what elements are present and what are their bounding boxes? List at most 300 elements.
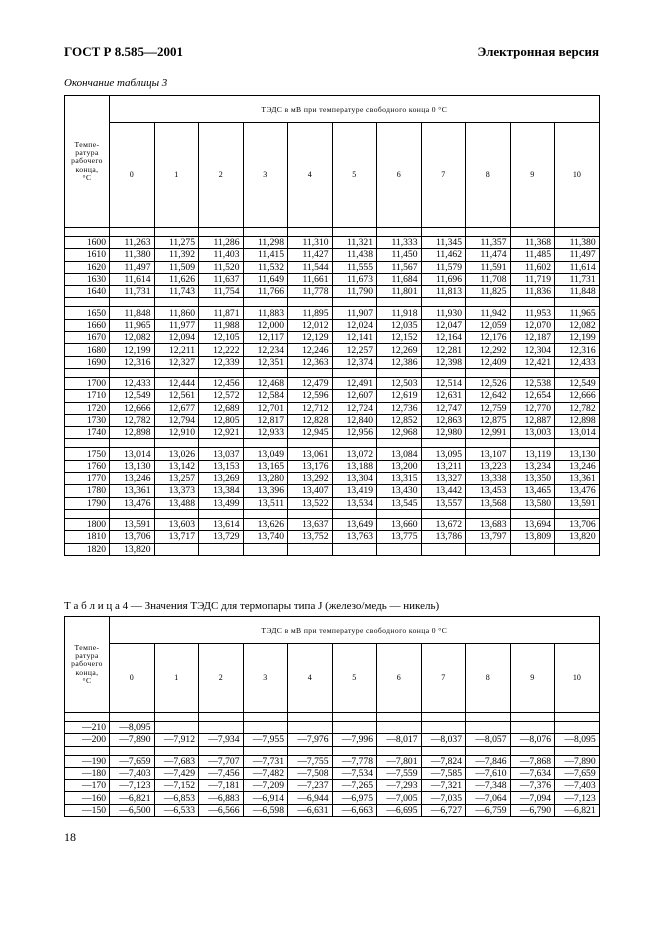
column-header: 6 xyxy=(377,644,422,713)
table-row xyxy=(65,804,600,816)
value-cell: 12,176 xyxy=(466,332,511,344)
spacer-cell xyxy=(377,509,422,518)
value-cell xyxy=(510,543,555,555)
value-cell: 12,024 xyxy=(332,319,377,331)
column-header-row xyxy=(65,123,600,228)
spacer-cell xyxy=(288,368,333,377)
value-cell: —7,321 xyxy=(421,780,466,792)
value-cell: —7,996 xyxy=(332,734,377,746)
spacer-cell xyxy=(555,228,600,237)
value-cell: —7,293 xyxy=(377,780,422,792)
value-cell: 12,968 xyxy=(377,427,422,439)
value-cell: —6,790 xyxy=(510,804,555,816)
span-header: ТЭДС в мВ при температуре свободного конца 0 °С xyxy=(110,96,600,123)
value-cell: 12,000 xyxy=(243,319,288,331)
temperature-cell: 1630 xyxy=(65,273,110,285)
spacer-cell xyxy=(199,298,244,307)
value-cell: —7,508 xyxy=(288,767,333,779)
temperature-cell: 1730 xyxy=(65,414,110,426)
value-cell: —7,403 xyxy=(555,780,600,792)
spacer-cell xyxy=(510,298,555,307)
group-spacer xyxy=(65,713,600,722)
value-cell: —6,566 xyxy=(199,804,244,816)
value-cell: 13,304 xyxy=(332,473,377,485)
spacer-cell xyxy=(199,228,244,237)
column-header: 8 xyxy=(466,644,511,713)
value-cell: —6,821 xyxy=(555,804,600,816)
value-cell: 12,956 xyxy=(332,427,377,439)
value-cell xyxy=(555,722,600,734)
spacer-cell xyxy=(65,713,110,722)
value-cell: 11,403 xyxy=(199,249,244,261)
value-cell: 12,666 xyxy=(110,402,155,414)
column-header: 8 xyxy=(466,123,511,228)
table4 xyxy=(64,616,600,817)
table4-title: Т а б л и ц а 4 — Значения ТЭДС для термопары типа J (железо/медь — никель) xyxy=(64,600,440,612)
value-cell: 12,316 xyxy=(555,344,600,356)
value-cell: 13,176 xyxy=(288,460,333,472)
table-row xyxy=(65,332,600,344)
value-cell: 12,363 xyxy=(288,356,333,368)
value-cell: 12,759 xyxy=(466,402,511,414)
value-cell: —7,005 xyxy=(377,792,422,804)
value-cell: —7,585 xyxy=(421,767,466,779)
value-cell: —8,037 xyxy=(421,734,466,746)
value-cell: 12,187 xyxy=(510,332,555,344)
temperature-cell: 1620 xyxy=(65,261,110,273)
value-cell: 11,520 xyxy=(199,261,244,273)
value-cell: 11,380 xyxy=(555,237,600,249)
value-cell: 12,689 xyxy=(199,402,244,414)
value-cell: 13,614 xyxy=(199,518,244,530)
value-cell: 11,450 xyxy=(377,249,422,261)
spacer-cell xyxy=(288,298,333,307)
temperature-cell: 1780 xyxy=(65,485,110,497)
spacer-cell xyxy=(466,228,511,237)
temperature-cell: 1600 xyxy=(65,237,110,249)
value-cell: —7,534 xyxy=(332,767,377,779)
value-cell xyxy=(466,543,511,555)
value-cell: —6,663 xyxy=(332,804,377,816)
value-cell: 11,731 xyxy=(555,273,600,285)
row-header-line: рабочего xyxy=(71,156,103,166)
spacer-cell xyxy=(65,228,110,237)
span-header-row xyxy=(65,617,600,644)
value-cell: 13,407 xyxy=(288,485,333,497)
spacer-cell xyxy=(288,439,333,448)
table-row xyxy=(65,249,600,261)
spacer-cell xyxy=(332,713,377,722)
spacer-cell xyxy=(510,746,555,755)
spacer-cell xyxy=(199,509,244,518)
value-cell xyxy=(332,722,377,734)
value-cell xyxy=(332,543,377,555)
value-cell: 11,813 xyxy=(421,286,466,298)
value-cell: 12,538 xyxy=(510,377,555,389)
value-cell xyxy=(199,543,244,555)
value-cell: 11,673 xyxy=(332,273,377,285)
column-header: 0 xyxy=(110,123,155,228)
spacer-cell xyxy=(466,713,511,722)
value-cell: —7,376 xyxy=(510,780,555,792)
table-row xyxy=(65,543,600,555)
value-cell: 12,433 xyxy=(110,377,155,389)
temperature-cell: 1670 xyxy=(65,332,110,344)
value-cell: 12,607 xyxy=(332,390,377,402)
spacer-cell xyxy=(332,368,377,377)
value-cell: 12,526 xyxy=(466,377,511,389)
value-cell: —6,500 xyxy=(110,804,155,816)
value-cell: —7,683 xyxy=(154,755,199,767)
value-cell: 13,327 xyxy=(421,473,466,485)
value-cell: 11,790 xyxy=(332,286,377,298)
value-cell: 12,584 xyxy=(243,390,288,402)
value-cell: 13,499 xyxy=(199,497,244,509)
value-cell: 12,736 xyxy=(377,402,422,414)
spacer-cell xyxy=(110,509,155,518)
value-cell: —7,265 xyxy=(332,780,377,792)
value-cell: 13,200 xyxy=(377,460,422,472)
corner-cell xyxy=(65,617,110,713)
value-cell: 11,684 xyxy=(377,273,422,285)
column-header: 10 xyxy=(555,644,600,713)
spacer-cell xyxy=(377,439,422,448)
table-row xyxy=(65,402,600,414)
value-cell: 11,579 xyxy=(421,261,466,273)
value-cell: 11,544 xyxy=(288,261,333,273)
value-cell: 12,456 xyxy=(199,377,244,389)
spacer-cell xyxy=(199,746,244,755)
row-header-line: °С xyxy=(82,676,92,686)
value-cell: 11,719 xyxy=(510,273,555,285)
row-header-line: °С xyxy=(82,173,92,183)
value-cell: —7,659 xyxy=(110,755,155,767)
table-row xyxy=(65,780,600,792)
temperature-cell: —210 xyxy=(65,722,110,734)
value-cell: 12,398 xyxy=(421,356,466,368)
spacer-cell xyxy=(154,439,199,448)
value-cell: 13,026 xyxy=(154,448,199,460)
value-cell: 13,568 xyxy=(466,497,511,509)
table-row xyxy=(65,273,600,285)
spacer-cell xyxy=(377,746,422,755)
value-cell xyxy=(421,543,466,555)
value-cell: —7,890 xyxy=(110,734,155,746)
value-cell: —7,209 xyxy=(243,780,288,792)
value-cell: 12,875 xyxy=(466,414,511,426)
spacer-cell xyxy=(154,509,199,518)
value-cell: —8,057 xyxy=(466,734,511,746)
column-header: 4 xyxy=(288,644,333,713)
value-cell: 11,286 xyxy=(199,237,244,249)
value-cell: 11,474 xyxy=(466,249,511,261)
spacer-cell xyxy=(466,746,511,755)
column-header: 5 xyxy=(332,123,377,228)
value-cell: 13,683 xyxy=(466,518,511,530)
table-row xyxy=(65,307,600,319)
spacer-cell xyxy=(555,746,600,755)
value-cell: 13,797 xyxy=(466,531,511,543)
table-row xyxy=(65,518,600,530)
value-cell: 13,350 xyxy=(510,473,555,485)
table-row xyxy=(65,377,600,389)
value-cell: 11,333 xyxy=(377,237,422,249)
value-cell: 11,988 xyxy=(199,319,244,331)
value-cell: —6,598 xyxy=(243,804,288,816)
value-cell: 12,921 xyxy=(199,427,244,439)
value-cell: 11,345 xyxy=(421,237,466,249)
value-cell: 13,430 xyxy=(377,485,422,497)
table3 xyxy=(64,95,600,556)
row-header-line: ратура xyxy=(75,147,99,157)
value-cell: 13,153 xyxy=(199,460,244,472)
value-cell: —7,559 xyxy=(377,767,422,779)
value-cell: 11,555 xyxy=(332,261,377,273)
spacer-cell xyxy=(421,298,466,307)
table-row xyxy=(65,473,600,485)
value-cell: —6,759 xyxy=(466,804,511,816)
value-cell: 13,729 xyxy=(199,531,244,543)
value-cell: 11,380 xyxy=(110,249,155,261)
value-cell: 11,614 xyxy=(110,273,155,285)
value-cell: 13,820 xyxy=(110,543,155,555)
table-row xyxy=(65,531,600,543)
value-cell: —7,429 xyxy=(154,767,199,779)
value-cell: —7,868 xyxy=(510,755,555,767)
column-header: 7 xyxy=(421,123,466,228)
value-cell xyxy=(288,543,333,555)
column-header: 0 xyxy=(110,644,155,713)
value-cell: —7,890 xyxy=(555,755,600,767)
spacer-cell xyxy=(332,746,377,755)
value-cell: 11,415 xyxy=(243,249,288,261)
value-cell: 12,619 xyxy=(377,390,422,402)
column-header: 2 xyxy=(199,644,244,713)
value-cell: 13,014 xyxy=(110,448,155,460)
spacer-cell xyxy=(65,509,110,518)
value-cell: 12,070 xyxy=(510,319,555,331)
value-cell: 13,752 xyxy=(288,531,333,543)
spacer-cell xyxy=(243,228,288,237)
value-cell: 12,596 xyxy=(288,390,333,402)
value-cell: 13,626 xyxy=(243,518,288,530)
value-cell xyxy=(243,543,288,555)
value-cell: 12,257 xyxy=(332,344,377,356)
value-cell: 12,117 xyxy=(243,332,288,344)
value-cell: 13,269 xyxy=(199,473,244,485)
temperature-cell: 1650 xyxy=(65,307,110,319)
spacer-cell xyxy=(154,746,199,755)
temperature-cell: 1770 xyxy=(65,473,110,485)
group-spacer xyxy=(65,746,600,755)
table-row xyxy=(65,414,600,426)
spacer-cell xyxy=(510,713,555,722)
value-cell: 13,396 xyxy=(243,485,288,497)
value-cell: —7,976 xyxy=(288,734,333,746)
value-cell: 13,534 xyxy=(332,497,377,509)
value-cell: 13,061 xyxy=(288,448,333,460)
corner-cell xyxy=(65,96,110,228)
value-cell: —7,094 xyxy=(510,792,555,804)
value-cell: 13,580 xyxy=(510,497,555,509)
value-cell: 13,786 xyxy=(421,531,466,543)
value-cell: 12,164 xyxy=(421,332,466,344)
table-row xyxy=(65,485,600,497)
value-cell: 11,649 xyxy=(243,273,288,285)
value-cell: 12,351 xyxy=(243,356,288,368)
value-cell: 12,374 xyxy=(332,356,377,368)
value-cell: —7,035 xyxy=(421,792,466,804)
spacer-cell xyxy=(243,439,288,448)
value-cell: —7,403 xyxy=(110,767,155,779)
spacer-cell xyxy=(421,439,466,448)
value-cell xyxy=(154,722,199,734)
spacer-cell xyxy=(243,713,288,722)
value-cell xyxy=(466,722,511,734)
spacer-cell xyxy=(154,228,199,237)
value-cell: 11,438 xyxy=(332,249,377,261)
temperature-cell: 1750 xyxy=(65,448,110,460)
spacer-cell xyxy=(421,368,466,377)
temperature-cell: 1760 xyxy=(65,460,110,472)
value-cell: 12,666 xyxy=(555,390,600,402)
value-cell: 11,497 xyxy=(555,249,600,261)
temperature-cell: 1790 xyxy=(65,497,110,509)
value-cell: 13,084 xyxy=(377,448,422,460)
row-header-line: Темпе- xyxy=(74,139,100,149)
value-cell: 12,304 xyxy=(510,344,555,356)
value-cell: 12,898 xyxy=(110,427,155,439)
value-cell: 12,898 xyxy=(555,414,600,426)
value-cell: 11,977 xyxy=(154,319,199,331)
value-cell: 12,129 xyxy=(288,332,333,344)
spacer-cell xyxy=(510,368,555,377)
value-cell: 13,338 xyxy=(466,473,511,485)
value-cell: —6,914 xyxy=(243,792,288,804)
column-header: 4 xyxy=(288,123,333,228)
value-cell: —7,181 xyxy=(199,780,244,792)
spacer-cell xyxy=(154,368,199,377)
spacer-cell xyxy=(288,509,333,518)
edition-label: Электронная версия xyxy=(477,44,599,59)
spacer-cell xyxy=(555,439,600,448)
value-cell: 12,782 xyxy=(555,402,600,414)
value-cell: 11,637 xyxy=(199,273,244,285)
value-cell: —6,975 xyxy=(332,792,377,804)
value-cell: 11,965 xyxy=(555,307,600,319)
value-cell: 11,591 xyxy=(466,261,511,273)
row-header-line: ратура xyxy=(75,650,99,660)
value-cell: —7,731 xyxy=(243,755,288,767)
value-cell: —7,237 xyxy=(288,780,333,792)
spacer-cell xyxy=(199,368,244,377)
spacer-cell xyxy=(332,298,377,307)
spacer-cell xyxy=(377,228,422,237)
value-cell: 12,468 xyxy=(243,377,288,389)
value-cell: 13,384 xyxy=(199,485,244,497)
column-header: 9 xyxy=(510,123,555,228)
value-cell: 13,234 xyxy=(510,460,555,472)
spacer-cell xyxy=(288,746,333,755)
spacer-cell xyxy=(110,298,155,307)
value-cell: —7,123 xyxy=(555,792,600,804)
temperature-cell: 1710 xyxy=(65,390,110,402)
value-cell: 13,049 xyxy=(243,448,288,460)
value-cell: 13,361 xyxy=(110,485,155,497)
value-cell: 13,095 xyxy=(421,448,466,460)
value-cell: 13,522 xyxy=(288,497,333,509)
value-cell: 11,907 xyxy=(332,307,377,319)
value-cell: 12,047 xyxy=(421,319,466,331)
temperature-cell: 1720 xyxy=(65,402,110,414)
table-row xyxy=(65,448,600,460)
value-cell: 12,770 xyxy=(510,402,555,414)
value-cell: 11,263 xyxy=(110,237,155,249)
value-cell: 13,257 xyxy=(154,473,199,485)
temperature-cell: 1640 xyxy=(65,286,110,298)
value-cell: 12,082 xyxy=(555,319,600,331)
value-cell: 13,591 xyxy=(110,518,155,530)
spacer-cell xyxy=(288,713,333,722)
value-cell: 12,491 xyxy=(332,377,377,389)
value-cell: 13,740 xyxy=(243,531,288,543)
temperature-cell: —150 xyxy=(65,804,110,816)
column-header: 3 xyxy=(243,644,288,713)
value-cell: 13,292 xyxy=(288,473,333,485)
spacer-cell xyxy=(110,439,155,448)
value-cell: —7,846 xyxy=(466,755,511,767)
value-cell: 12,211 xyxy=(154,344,199,356)
value-cell: 12,386 xyxy=(377,356,422,368)
spacer-cell xyxy=(110,746,155,755)
value-cell: 13,130 xyxy=(555,448,600,460)
value-cell: 12,642 xyxy=(466,390,511,402)
value-cell: 13,476 xyxy=(110,497,155,509)
value-cell: 11,766 xyxy=(243,286,288,298)
value-cell: —6,883 xyxy=(199,792,244,804)
value-cell: 13,763 xyxy=(332,531,377,543)
value-cell: —7,778 xyxy=(332,755,377,767)
spacer-cell xyxy=(510,228,555,237)
value-cell: 12,817 xyxy=(243,414,288,426)
value-cell xyxy=(377,722,422,734)
value-cell: 13,246 xyxy=(110,473,155,485)
value-cell: 11,310 xyxy=(288,237,333,249)
value-cell: —7,912 xyxy=(154,734,199,746)
value-cell: 12,292 xyxy=(466,344,511,356)
value-cell: 12,409 xyxy=(466,356,511,368)
value-cell: 11,871 xyxy=(199,307,244,319)
value-cell: 11,743 xyxy=(154,286,199,298)
value-cell: 12,805 xyxy=(199,414,244,426)
spacer-cell xyxy=(421,713,466,722)
value-cell: 13,706 xyxy=(110,531,155,543)
value-cell xyxy=(154,543,199,555)
table-row xyxy=(65,767,600,779)
value-cell: 12,269 xyxy=(377,344,422,356)
value-cell: 12,945 xyxy=(288,427,333,439)
value-cell: —6,695 xyxy=(377,804,422,816)
value-cell: 12,549 xyxy=(555,377,600,389)
spacer-cell xyxy=(332,439,377,448)
value-cell: 11,602 xyxy=(510,261,555,273)
value-cell: —7,348 xyxy=(466,780,511,792)
value-cell: 12,234 xyxy=(243,344,288,356)
spacer-cell xyxy=(421,746,466,755)
value-cell: —7,482 xyxy=(243,767,288,779)
temperature-cell: 1740 xyxy=(65,427,110,439)
temperature-cell: 1820 xyxy=(65,543,110,555)
